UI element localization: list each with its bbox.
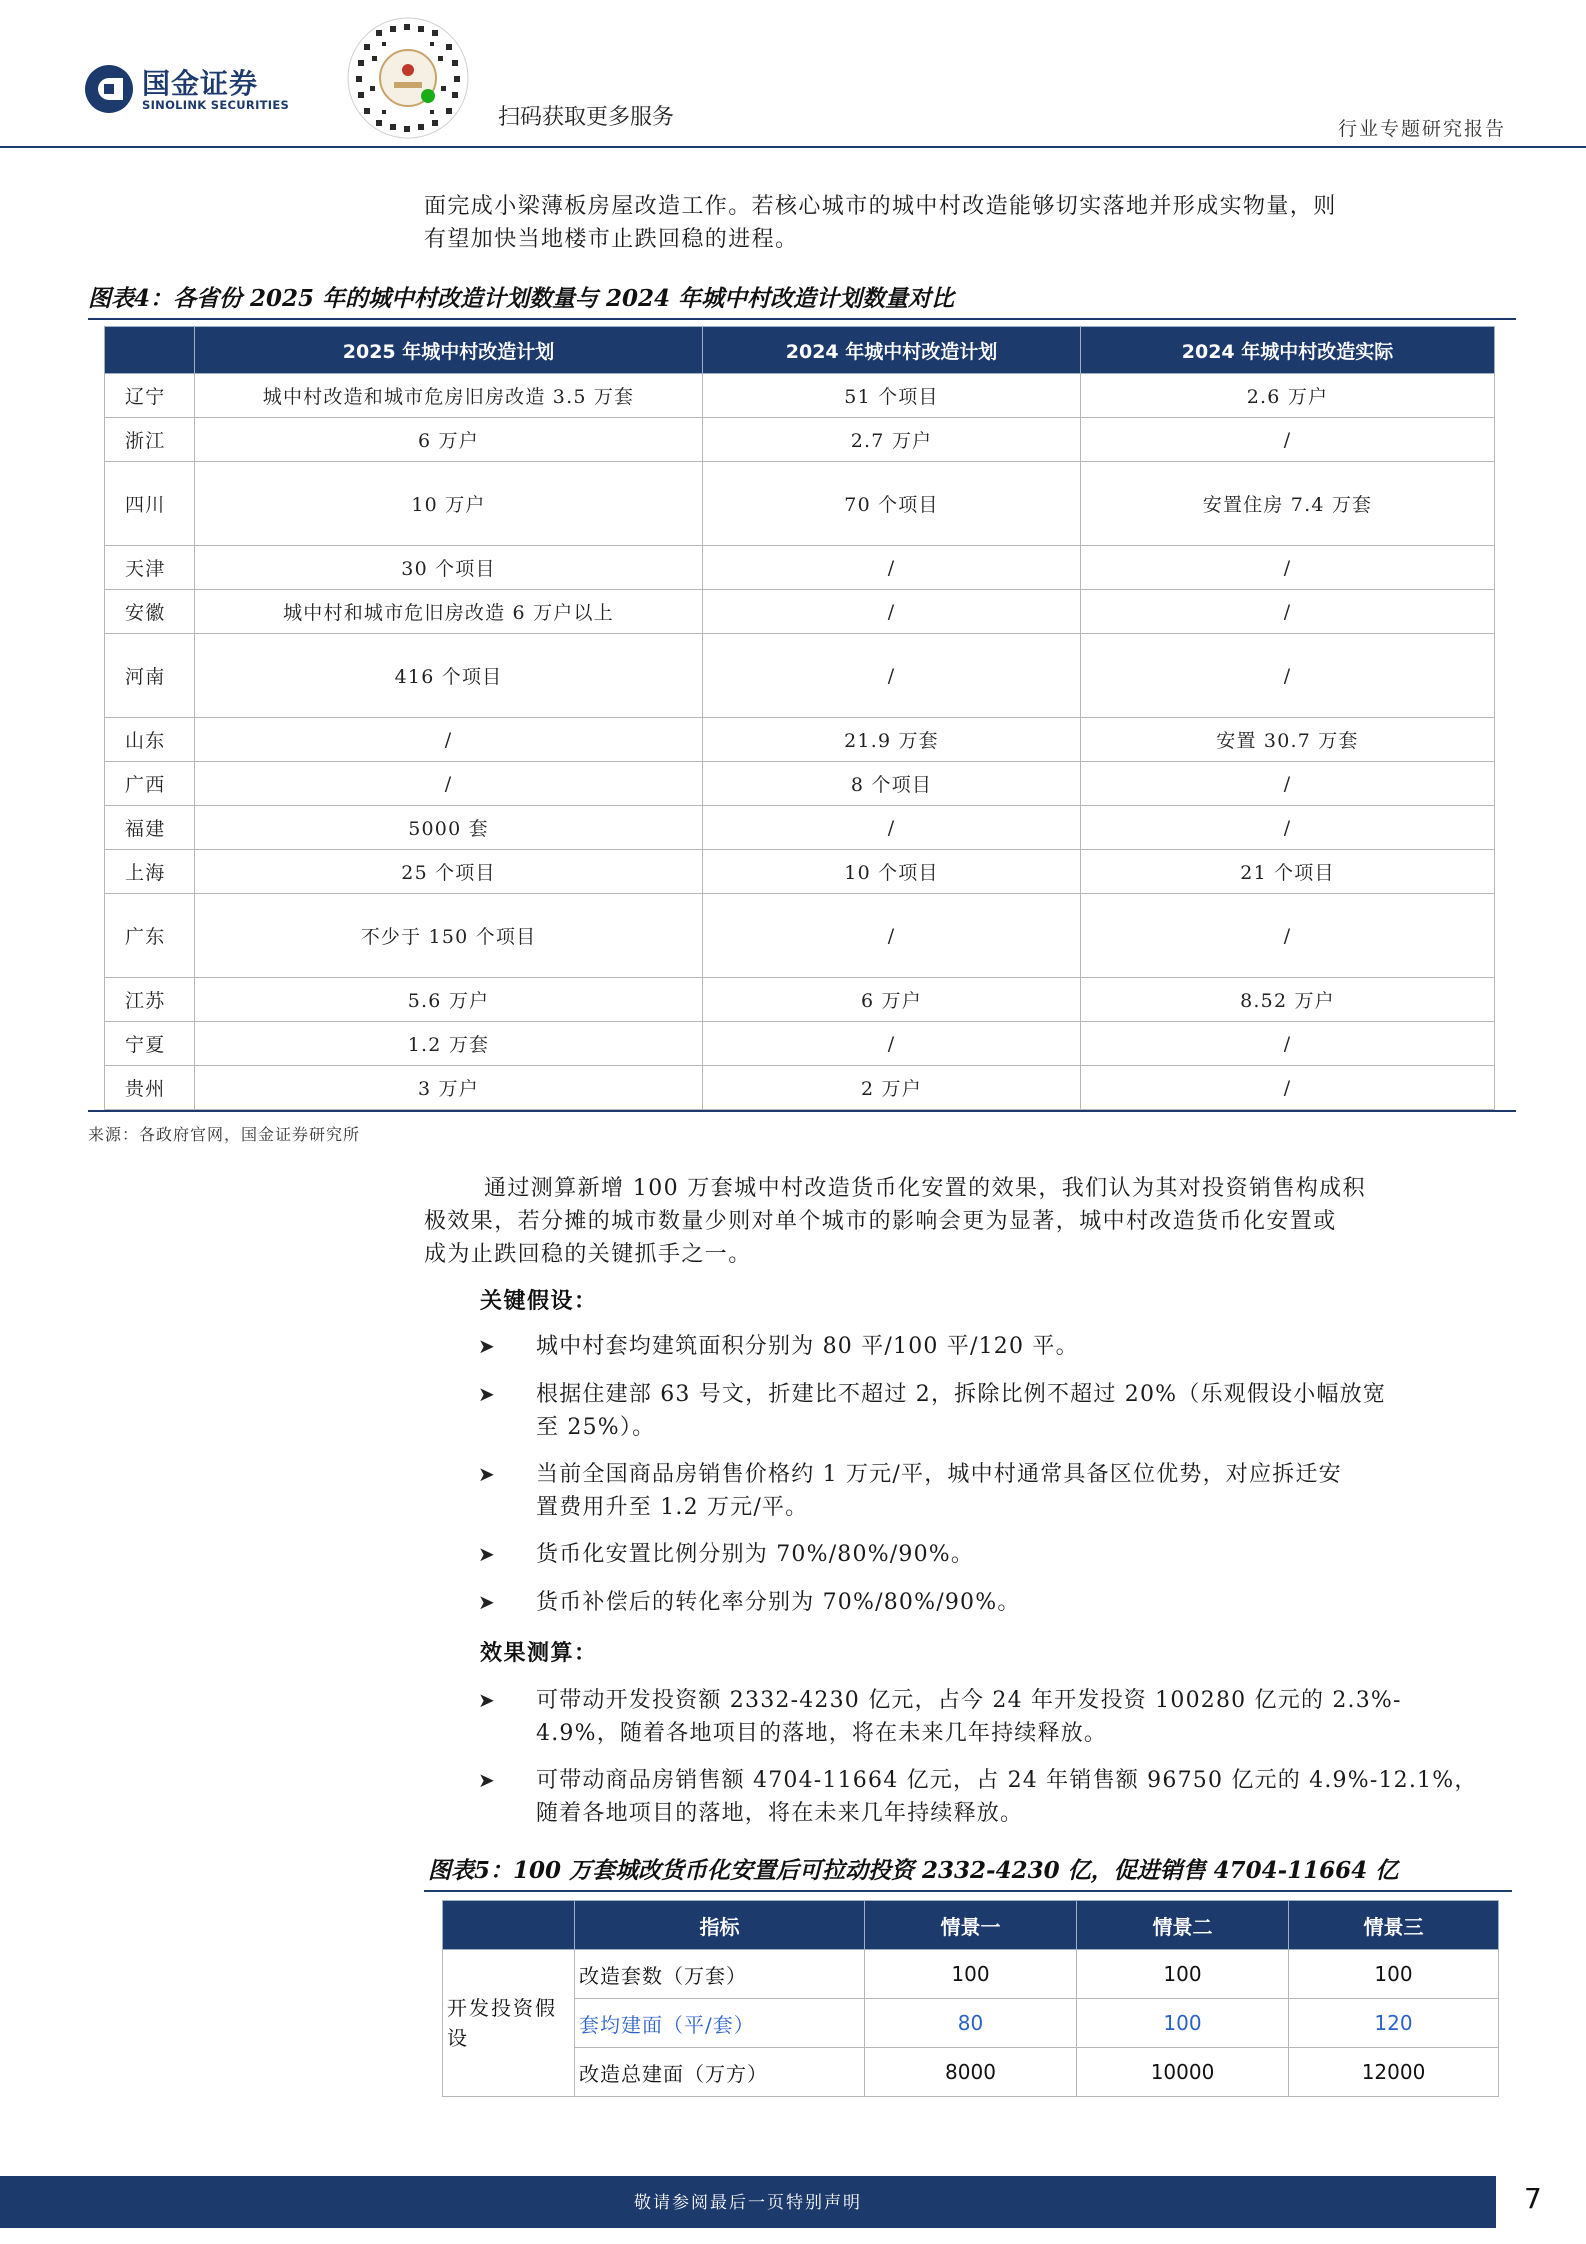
plan-2024-cell: / [703, 806, 1081, 850]
table-row [105, 634, 1495, 718]
table-row [105, 1022, 1495, 1066]
plan-2024-cell: 10 个项目 [703, 850, 1081, 894]
plan-2025-cell: 不少于 150 个项目 [195, 894, 703, 978]
scenario-1-cell: 80 [865, 1999, 1077, 2048]
assumption-line: 置费用升至 1.2 万元/平。 [536, 1495, 809, 1520]
table-row [105, 978, 1495, 1022]
table-row [105, 1066, 1495, 1110]
scan-for-services-text: 扫码获取更多服务 [498, 105, 675, 130]
bullet-arrow-icon: ➤ [478, 1590, 495, 1614]
header-cell: 情景二 [1077, 1901, 1289, 1950]
body-line: 极效果，若分摊的城市数量少则对单个城市的影响会更为显著，城中村改造货币化安置或 [424, 1209, 1337, 1234]
actual-2024-cell: / [1081, 806, 1495, 850]
plan-2025-cell: 城中村和城市危旧房改造 6 万户以上 [195, 590, 703, 634]
bullet-arrow-icon: ➤ [478, 1462, 495, 1486]
province-cell: 天津 [105, 546, 195, 590]
effect-line: 随着各地项目的落地，将在未来几年持续释放。 [536, 1801, 1024, 1826]
header-cell: 2024 年城中村改造计划 [703, 327, 1081, 374]
metric-label-cell: 改造套数（万套） [575, 1950, 865, 1999]
actual-2024-cell: / [1081, 1022, 1495, 1066]
province-cell: 江苏 [105, 978, 195, 1022]
assumptions-heading: 关键假设： [480, 1289, 598, 1314]
table-header-row [105, 327, 1495, 374]
actual-2024-cell: 2.6 万户 [1081, 374, 1495, 418]
bullet-arrow-icon: ➤ [478, 1334, 495, 1358]
figure4-title-rule [88, 318, 1516, 320]
table-row [105, 546, 1495, 590]
metric-label-cell: 套均建面（平/套） [575, 1999, 865, 2048]
province-cell: 福建 [105, 806, 195, 850]
plan-2024-cell: / [703, 634, 1081, 718]
scenario-3-cell: 100 [1289, 1950, 1499, 1999]
assumption-item [536, 1378, 1506, 1444]
province-cell: 河南 [105, 634, 195, 718]
plan-2024-cell: / [703, 1022, 1081, 1066]
assumption-item [536, 1538, 1506, 1571]
plan-2024-cell: 21.9 万套 [703, 718, 1081, 762]
plan-2025-cell: / [195, 718, 703, 762]
effect-line: 可带动商品房销售额 4704-11664 亿元，占 24 年销售额 96750 亿元的 4.9%-12.1%， [536, 1768, 1478, 1793]
table-row [105, 418, 1495, 462]
plan-2025-cell: 3 万户 [195, 1066, 703, 1110]
province-cell: 贵州 [105, 1066, 195, 1110]
effect-item [536, 1764, 1506, 1830]
table-row [443, 1999, 1499, 2048]
province-cell: 安徽 [105, 590, 195, 634]
plan-2024-cell: 70 个项目 [703, 462, 1081, 546]
body-paragraph [424, 1172, 1506, 1271]
group-label-cell: 开发投资假设 [443, 1950, 575, 2097]
figure5-table [442, 1900, 1499, 2097]
plan-2025-cell: 1.2 万套 [195, 1022, 703, 1066]
plan-2024-cell: / [703, 590, 1081, 634]
bullet-arrow-icon: ➤ [478, 1382, 495, 1406]
table-row [105, 374, 1495, 418]
scenario-2-cell: 10000 [1077, 2048, 1289, 2097]
assumption-item [536, 1586, 1506, 1619]
plan-2025-cell: 10 万户 [195, 462, 703, 546]
actual-2024-cell: 21 个项目 [1081, 850, 1495, 894]
logo-chinese-name: 国金证券 [142, 67, 259, 100]
plan-2024-cell: 2 万户 [703, 1066, 1081, 1110]
bullet-arrow-icon: ➤ [478, 1542, 495, 1566]
assumption-line: 当前全国商品房销售价格约 1 万元/平，城中村通常具备区位优势，对应拆迁安 [536, 1462, 1342, 1487]
plan-2024-cell: / [703, 894, 1081, 978]
header-cell: 情景一 [865, 1901, 1077, 1950]
plan-2024-cell: 51 个项目 [703, 374, 1081, 418]
assumption-line: 根据住建部 63 号文，折建比不超过 2，拆除比例不超过 20%（乐观假设小幅放宽 [536, 1382, 1387, 1407]
header-cell: 情景三 [1289, 1901, 1499, 1950]
actual-2024-cell: / [1081, 894, 1495, 978]
figure4-source: 来源：各政府官网，国金证券研究所 [88, 1125, 361, 1144]
effect-line: 可带动开发投资额 2332-4230 亿元，占今 24 年开发投资 100280 亿元的 2.3%- [536, 1688, 1402, 1713]
plan-2025-cell: 城中村改造和城市危房旧房改造 3.5 万套 [195, 374, 703, 418]
province-cell: 浙江 [105, 418, 195, 462]
scenario-2-cell: 100 [1077, 1950, 1289, 1999]
figure5-title-rule [424, 1890, 1512, 1892]
page-number: 7 [1524, 2182, 1542, 2215]
province-cell: 辽宁 [105, 374, 195, 418]
assumption-item [536, 1330, 1506, 1363]
plan-2024-cell: 6 万户 [703, 978, 1081, 1022]
figure4-bottom-rule [88, 1110, 1516, 1112]
body-line: 通过测算新增 100 万套城中村改造货币化安置的效果，我们认为其对投资销售构成积 [484, 1176, 1366, 1201]
assumption-line: 货币补偿后的转化率分别为 70%/80%/90%。 [536, 1590, 1021, 1615]
bullet-arrow-icon: ➤ [478, 1688, 495, 1712]
effect-item [536, 1684, 1506, 1750]
header-cell [443, 1901, 575, 1950]
plan-2025-cell: 30 个项目 [195, 546, 703, 590]
actual-2024-cell: 安置 30.7 万套 [1081, 718, 1495, 762]
figure4-table [104, 326, 1495, 1110]
actual-2024-cell: / [1081, 546, 1495, 590]
scenario-3-cell: 12000 [1289, 2048, 1499, 2097]
body-line: 成为止跌回稳的关键抓手之一。 [424, 1242, 752, 1267]
plan-2025-cell: 5000 套 [195, 806, 703, 850]
table-row [443, 2048, 1499, 2097]
province-cell: 山东 [105, 718, 195, 762]
province-cell: 宁夏 [105, 1022, 195, 1066]
actual-2024-cell: / [1081, 762, 1495, 806]
province-cell: 上海 [105, 850, 195, 894]
plan-2025-cell: 25 个项目 [195, 850, 703, 894]
actual-2024-cell: 8.52 万户 [1081, 978, 1495, 1022]
intro-paragraph [424, 190, 1506, 256]
sinolink-logo-icon [84, 64, 134, 114]
figure5-title: 图表5：100 万套城改货币化安置后可拉动投资 2332-4230 亿，促进销售 4704-11664 亿 [428, 1857, 1399, 1884]
scenario-1-cell: 8000 [865, 2048, 1077, 2097]
plan-2025-cell: / [195, 762, 703, 806]
scenario-1-cell: 100 [865, 1950, 1077, 1999]
header-cell: 2025 年城中村改造计划 [195, 327, 703, 374]
table-row [105, 806, 1495, 850]
table-header-row [443, 1901, 1499, 1950]
actual-2024-cell: / [1081, 590, 1495, 634]
table-row [105, 850, 1495, 894]
effects-heading: 效果测算： [480, 1641, 598, 1666]
plan-2025-cell: 416 个项目 [195, 634, 703, 718]
footer-disclaimer-link[interactable]: 敬请参阅最后一页特别声明 [634, 2193, 862, 2213]
table-row [105, 762, 1495, 806]
plan-2024-cell: 2.7 万户 [703, 418, 1081, 462]
table-row [443, 1950, 1499, 1999]
header-cell: 指标 [575, 1901, 865, 1950]
header-cell [105, 327, 195, 374]
intro-line: 面完成小梁薄板房屋改造工作。若核心城市的城中村改造能够切实落地并形成实物量，则 [424, 194, 1337, 219]
logo-english-name: SINOLINK SECURITIES [142, 98, 290, 112]
scenario-2-cell: 100 [1077, 1999, 1289, 2048]
assumption-item [536, 1458, 1506, 1524]
header-cell: 2024 年城中村改造实际 [1081, 327, 1495, 374]
actual-2024-cell: 安置住房 7.4 万套 [1081, 462, 1495, 546]
province-cell: 四川 [105, 462, 195, 546]
plan-2025-cell: 5.6 万户 [195, 978, 703, 1022]
actual-2024-cell: / [1081, 1066, 1495, 1110]
qr-code-icon[interactable] [346, 16, 470, 140]
plan-2025-cell: 6 万户 [195, 418, 703, 462]
effect-line: 4.9%，随着各地项目的落地，将在未来几年持续释放。 [536, 1721, 1108, 1746]
plan-2024-cell: / [703, 546, 1081, 590]
company-logo [84, 62, 314, 118]
bullet-arrow-icon: ➤ [478, 1768, 495, 1792]
table-row [105, 590, 1495, 634]
province-cell: 广西 [105, 762, 195, 806]
actual-2024-cell: / [1081, 418, 1495, 462]
assumption-line: 货币化安置比例分别为 70%/80%/90%。 [536, 1542, 975, 1567]
scenario-3-cell: 120 [1289, 1999, 1499, 2048]
intro-line: 有望加快当地楼市止跌回稳的进程。 [424, 227, 799, 252]
table-row [105, 894, 1495, 978]
assumption-line: 城中村套均建筑面积分别为 80 平/100 平/120 平。 [536, 1334, 1079, 1359]
table-row [105, 462, 1495, 546]
report-type-label: 行业专题研究报告 [1337, 118, 1506, 140]
figure4-title: 图表4：各省份 2025 年的城中村改造计划数量与 2024 年城中村改造计划数量对比 [88, 285, 955, 312]
assumption-line: 至 25%）。 [536, 1415, 656, 1440]
actual-2024-cell: / [1081, 634, 1495, 718]
plan-2024-cell: 8 个项目 [703, 762, 1081, 806]
table-row [105, 718, 1495, 762]
header-divider [0, 146, 1586, 148]
metric-label-cell: 改造总建面（万方） [575, 2048, 865, 2097]
province-cell: 广东 [105, 894, 195, 978]
